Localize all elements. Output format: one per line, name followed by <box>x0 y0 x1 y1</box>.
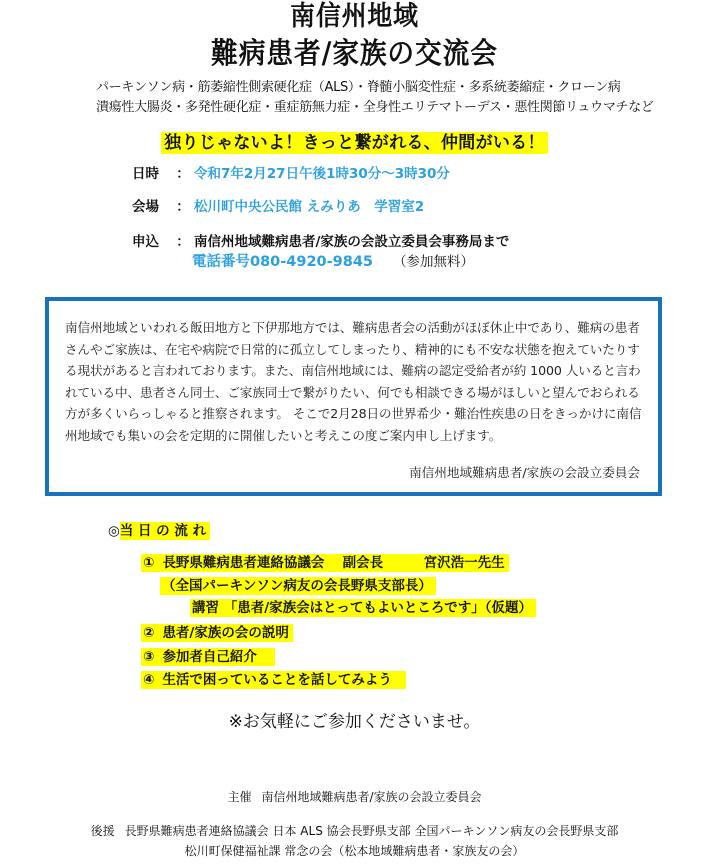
flow-item-1 <box>141 553 509 573</box>
flow-item-2 <box>141 623 293 643</box>
support-value-1: 長野県難病患者連絡協議会 日本 ALS 協会長野県支部 全国パーキンソン病友の会長野県支部 <box>124 824 619 838</box>
venue-value: 松川町中央公民館 えみりあ 学習室2 <box>194 199 425 215</box>
host-line <box>0 788 709 805</box>
support-line-2: 松川町保健福祉課 常念の会（松本地域難病患者・家族友の会） <box>184 844 525 858</box>
flow-item-text: （全国パーキンソン病友の会長野県支部長） <box>160 577 436 595</box>
title-line-2: 難病患者/家族の交流会 <box>211 36 498 70</box>
phone-number: 電話番号080-4920-9845 <box>192 254 374 270</box>
flow-item-text: 長野県難病患者連絡協議会 副会長 宮沢浩一先生 <box>162 555 505 571</box>
flow-item-3 <box>141 647 275 667</box>
flow-mark: ◎ <box>108 523 120 539</box>
diseases-line-2: 潰瘍性大腸炎・多発性硬化症・重症筋無力症・全身性エリテマトーデス・悪性関節リュウマチなど <box>96 100 654 115</box>
datetime-label: 日時 <box>132 166 159 182</box>
title-line-1: 南信州地域 <box>290 1 419 32</box>
flow-item-4 <box>141 670 406 690</box>
slogan-container <box>0 128 709 153</box>
flow-item-1-lecture <box>190 598 536 618</box>
flow-item-text: 講習 「患者/家族会はとってもよいところです」（仮題） <box>190 599 536 617</box>
fee-note: （参加無料） <box>393 254 475 270</box>
apply-phone-row <box>192 250 474 271</box>
venue-colon: ： <box>176 199 190 215</box>
flow-item-text: 生活で困っていることを話してみよう <box>162 672 392 688</box>
venue-label: 会場 <box>132 199 159 215</box>
support-line-1 <box>0 822 709 839</box>
host-value: 南信州地域難病患者/家族の会設立委員会 <box>261 790 482 804</box>
flow-item-number: ④ <box>143 672 155 688</box>
flow-item-number: ② <box>143 625 155 641</box>
intro-text: 南信州地域といわれる飯田地方と下伊那地方では、難病患者会の活動がほぼ休止中であり、難病の患者さんやご家族は、在宅や病院で日常的に孤立してしまったり、精神的にも不安な状態を抱えていたりする現状があると言われております。また、南信州地域には、難病の認定受給者が約 1000 人いると言われている中、患者さん同士、ご家族同士で繋がりたい、何でも相談できる場がほしいと望んでおられる方が多くいらっしゃると推察されます。 そこで2月28日の世界希少・難治性疾患の日をきっかけに南信州地域でも集いの会を定期的に開催したいと考えこの度ご案内申し上げます。 <box>65 320 642 443</box>
datetime-row <box>132 162 450 182</box>
datetime-value: 令和7年2月27日午後1時30分～3時30分 <box>194 166 450 182</box>
apply-row <box>132 230 509 250</box>
intro-box <box>45 297 662 496</box>
apply-colon: ： <box>176 234 190 250</box>
venue-row <box>132 195 424 215</box>
flow-item-text: 患者/家族の会の説明 <box>162 625 289 641</box>
intro-signature: 南信州地域難病患者/家族の会設立委員会 <box>409 465 640 480</box>
flow-item-number: ① <box>143 555 155 571</box>
closing-note: ※お気軽にご参加くださいませ。 <box>228 712 481 732</box>
diseases-line-1: パーキンソン病・筋萎縮性側索硬化症（ALS）・脊髄小脳変性症・多系統萎縮症・クローン病 <box>96 80 621 95</box>
flow-heading-text: 当 日 の 流 れ <box>120 522 210 540</box>
flow-item-1-sub <box>160 576 436 596</box>
apply-value: 南信州地域難病患者/家族の会設立委員会事務局まで <box>194 234 510 250</box>
slogan: 独りじゃないよ！きっと繋がれる、仲間がいる！ <box>161 132 548 154</box>
flow-heading <box>108 519 210 539</box>
apply-label: 申込 <box>132 234 159 250</box>
flow-item-text: 参加者自己紹介 <box>162 649 257 665</box>
host-label: 主催 <box>227 790 252 804</box>
flow-item-number: ③ <box>143 649 155 665</box>
datetime-colon: ： <box>176 166 190 182</box>
support-label: 後援 <box>90 824 115 838</box>
